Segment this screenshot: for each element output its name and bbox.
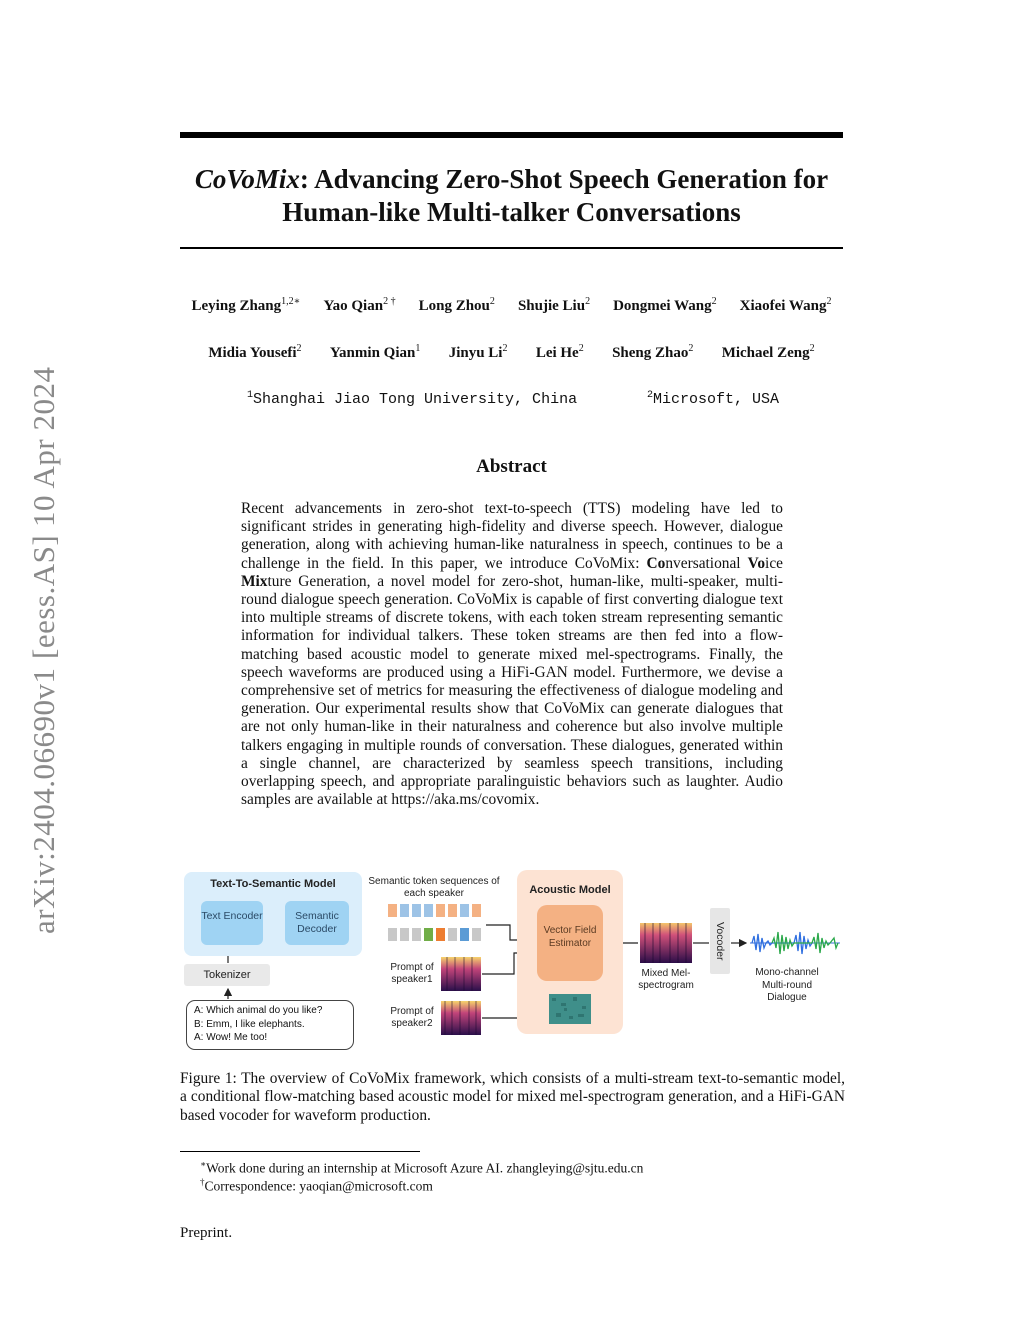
arxiv-date: 10 Apr 2024 xyxy=(26,366,61,527)
vocoder-label: Vocoder xyxy=(714,921,726,961)
author: Michael Zeng$^2$ xyxy=(721,343,815,361)
author: Xiaofei Wang$^2$ xyxy=(739,296,832,314)
author: Long Zhou$^2$ xyxy=(418,296,495,314)
author: Jinyu Li$^2$ xyxy=(448,343,508,361)
semantic-token xyxy=(460,904,469,917)
arxiv-side-identifier xyxy=(26,345,66,955)
footnote-2: †Correspondence: yaoqian@microsoft.com xyxy=(200,1177,433,1194)
dialogue-line: A: Wow! Me too! xyxy=(194,1032,268,1043)
semantic-token xyxy=(388,904,397,917)
semantic-token xyxy=(448,928,457,941)
author: Yao Qian$^{2 \dagger}$ xyxy=(323,296,396,314)
tokenizer-block: Tokenizer xyxy=(184,964,270,986)
acoustic-model-title: Acoustic Model xyxy=(529,884,611,896)
semantic-token xyxy=(388,928,397,941)
title-line1-rest: : Advancing Zero-Shot Speech Generation for xyxy=(299,164,829,194)
prompt-speaker1-label: Prompt of speaker1 xyxy=(390,962,434,985)
arxiv-category: [eess.AS] xyxy=(26,534,61,660)
figure-1-caption: Figure 1: The overview of CoVoMix framework, which consists of a multi-stream text-to-semantic model, a conditional flow-matching based acoustic model for mixed mel-spectrogram generation, and a HiFi-GAN based vocoder for waveform production. xyxy=(180,1070,845,1124)
paper-title xyxy=(180,163,843,229)
semantic-decoder-block: Semantic Decoder xyxy=(285,901,349,945)
dialogue-line: B: Emm, I like elephants. xyxy=(194,1018,305,1030)
figure-1-diagram xyxy=(180,868,845,1058)
prompt-speaker2-label: Prompt of speaker2 xyxy=(390,1006,434,1029)
semantic-token xyxy=(412,928,421,941)
semantic-token xyxy=(412,904,421,917)
dialogue-text-box xyxy=(186,1000,354,1050)
author: Lei He$^2$ xyxy=(535,343,584,361)
abstract-body: Recent advancements in zero-shot text-to-speech (TTS) modeling have led to significant strides in generating high-fidelity and diverse speech. However, dialogue generation, along with achieving human-like naturalness in speech, continues to be a challenge in the field. In this paper, we introduce CoVoMix: Conversational Voice Mixture Generation, a novel model for zero-shot, human-like, multi-speaker, multi-round dialogue speech generation. CoVoMix is capable of first converting dialogue text into multiple streams of discrete tokens, with each token stream representing semantic information for individual talkers. These token streams are then fed into a flow-matching based acoustic model to generate mixed mel-spectrograms. Finally, the speech waveforms are produced using a HiFi-GAN model. Furthermore, we devise a comprehensive set of metrics for measuring the effectiveness of dialogue modeling and generation. Our experimental results show that CoVoMix can generate dialogues that are not only human-like in their naturalness and coherence but also involve multiple talkers engaging in multiple rounds of conversation. These dialogues, generated within a single channel, are characterized by seamless speech transitions, including overlapping speech, and appropriate paralinguistic behaviors such as laughter. Audio samples are available at https://aka.ms/covomix. xyxy=(241,500,783,809)
semantic-token xyxy=(436,928,445,941)
author: Shujie Liu$^2$ xyxy=(517,296,591,314)
title-line2: Human-like Multi-talker Conversations xyxy=(282,197,741,227)
dialogue-line: A: Which animal do you like? xyxy=(194,1005,323,1016)
title-top-rule xyxy=(180,132,843,138)
author: Leying Zhang$^{1,2∗}$ xyxy=(191,296,301,314)
author: Yanmin Qian$^1$ xyxy=(329,343,421,361)
semantic-token xyxy=(400,904,409,917)
prompt2-spectrogram-image xyxy=(441,1001,481,1035)
author: Midia Yousefi$^2$ xyxy=(208,343,302,361)
abstract-heading: Abstract xyxy=(476,456,547,477)
tts-model-title: Text-To-Semantic Model xyxy=(210,878,336,890)
text-encoder-block: Text Encoder xyxy=(201,901,263,945)
semantic-token-label: Semantic token sequences of each speaker xyxy=(368,876,500,899)
mixed-mel-spectrogram-label: Mixed Mel-spectrogram xyxy=(638,968,694,991)
title-bottom-rule xyxy=(180,247,843,249)
arxiv-id: arXiv:2404.06690v1 xyxy=(26,667,61,934)
authors-row-2 xyxy=(180,343,843,362)
semantic-token xyxy=(436,904,445,917)
semantic-token xyxy=(424,904,433,917)
footnote-1: ∗Work done during an internship at Microsoft Azure AI. zhangleying@sjtu.edu.cn xyxy=(200,1159,644,1176)
semantic-token xyxy=(472,904,481,917)
vector-field-estimator-block: Vector Field Estimator xyxy=(537,905,603,981)
noise-input-image xyxy=(549,994,591,1024)
affiliation-2: $^2$Microsoft, USA xyxy=(647,390,780,408)
semantic-token xyxy=(448,904,457,917)
title-model-name: CoVoMix xyxy=(194,164,300,194)
semantic-token xyxy=(472,928,481,941)
footnote-rule xyxy=(180,1151,420,1152)
output-dialogue-label: Mono-channel Multi-round Dialogue xyxy=(755,967,819,1003)
affiliation-1: $^1$Shanghai Jiao Tong University, China xyxy=(247,390,578,408)
author: Dongmei Wang$^2$ xyxy=(613,296,717,314)
mixed-mel-spectrogram-image xyxy=(640,923,692,963)
author: Sheng Zhao$^2$ xyxy=(612,343,694,361)
output-waveform-image xyxy=(750,926,840,960)
prompt1-spectrogram-image xyxy=(441,957,481,991)
semantic-token xyxy=(424,928,433,941)
preprint-label: Preprint. xyxy=(180,1225,233,1241)
semantic-token xyxy=(400,928,409,941)
semantic-token xyxy=(460,928,469,941)
semantic-token-grid xyxy=(388,904,484,941)
authors-row-1 xyxy=(180,296,843,315)
